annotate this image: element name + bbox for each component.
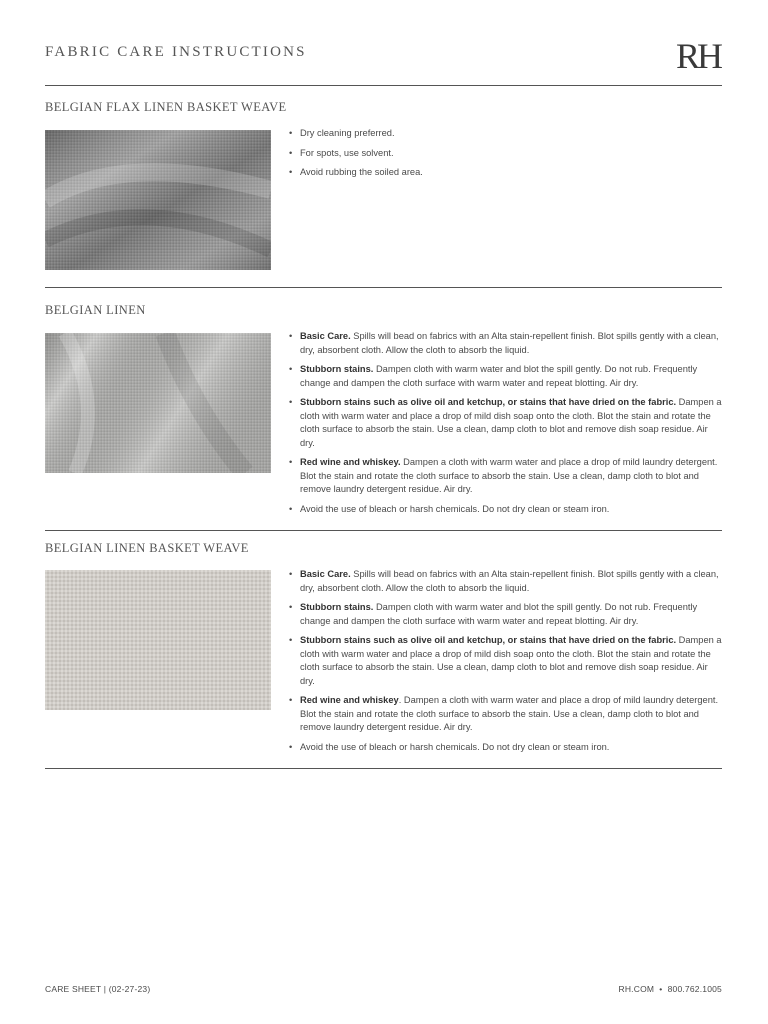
- care-item: • Stubborn stains. Dampen cloth with warm water and blot the spill gently. Do not rub. Frequently change and dampen the cloth surface with warm water and repeat blotting. Air dry.: [287, 363, 725, 390]
- page-title: FABRIC CARE INSTRUCTIONS: [45, 44, 307, 60]
- section-divider: [45, 768, 722, 769]
- care-item: • Basic Care. Spills will bead on fabrics with an Alta stain-repellent finish. Blot spills gently with a clean, dry, absorbent cloth. Allow the cloth to absorb the liquid.: [287, 568, 725, 595]
- care-item: • Stubborn stains. Dampen cloth with warm water and blot the spill gently. Do not rub. Frequently change and dampen the cloth surface with warm water and repeat blotting. Air dry.: [287, 601, 725, 628]
- section-title-flax-linen-basket-weave: BELGIAN FLAX LINEN BASKET WEAVE: [45, 100, 287, 114]
- section-title-belgian-linen-basket-weave: BELGIAN LINEN BASKET WEAVE: [45, 541, 249, 555]
- footer-care-sheet-date: CARE SHEET | (02-27-23): [45, 984, 151, 994]
- care-item: • Red wine and whiskey. Dampen a cloth with warm water and place a drop of mild laundry detergent. Blot the stain and rotate the cloth surface to absorb the stain. Use a clean, damp cloth to blot and remove laundry detergent residue. Air dry.: [287, 456, 725, 497]
- section-divider: [45, 287, 722, 288]
- rh-logo: RH: [676, 36, 721, 76]
- care-item: • Avoid rubbing the soiled area.: [287, 166, 725, 180]
- care-list-belgian-linen: [287, 330, 725, 522]
- care-list-flax-linen-basket-weave: [287, 127, 725, 186]
- care-list-belgian-linen-basket-weave: [287, 568, 725, 760]
- section-title-belgian-linen: BELGIAN LINEN: [45, 303, 146, 317]
- header-divider: [45, 85, 722, 86]
- fabric-swatch-belgian-linen: [45, 333, 271, 473]
- fabric-swatch-flax-linen-basket-weave: [45, 130, 271, 270]
- care-item: • Dry cleaning preferred.: [287, 127, 725, 141]
- care-item: • Stubborn stains such as olive oil and ketchup, or stains that have dried on the fabric. Dampen a cloth with warm water and place a drop of mild dish soap onto the cloth. Blot the stain and rotate the cloth surface to absorb the stain. Use a clean, damp cloth to blot and remove dish soap residue. Air dry.: [287, 634, 725, 688]
- care-item: • Stubborn stains such as olive oil and ketchup, or stains that have dried on the fabric. Dampen a cloth with warm water and place a drop of mild dish soap onto the cloth. Blot the stain and rotate the cloth surface to absorb the stain. Use a clean, damp cloth to blot and remove dish soap residue. Air dry.: [287, 396, 725, 450]
- footer-contact: RH.COM • 800.762.1005: [618, 984, 722, 994]
- care-item: • Avoid the use of bleach or harsh chemicals. Do not dry clean or steam iron.: [287, 741, 725, 755]
- care-item: • For spots, use solvent.: [287, 147, 725, 161]
- fabric-swatch-belgian-linen-basket-weave: [45, 570, 271, 710]
- care-item: • Avoid the use of bleach or harsh chemicals. Do not dry clean or steam iron.: [287, 503, 725, 517]
- care-item: • Red wine and whiskey. Dampen a cloth with warm water and place a drop of mild laundry detergent. Blot the stain and rotate the cloth surface to absorb the stain. Use a clean, damp cloth to blot and remove laundry detergent residue. Air dry.: [287, 694, 725, 735]
- section-divider: [45, 530, 722, 531]
- care-item: • Basic Care. Spills will bead on fabrics with an Alta stain-repellent finish. Blot spills gently with a clean, dry, absorbent cloth. Allow the cloth to absorb the liquid.: [287, 330, 725, 357]
